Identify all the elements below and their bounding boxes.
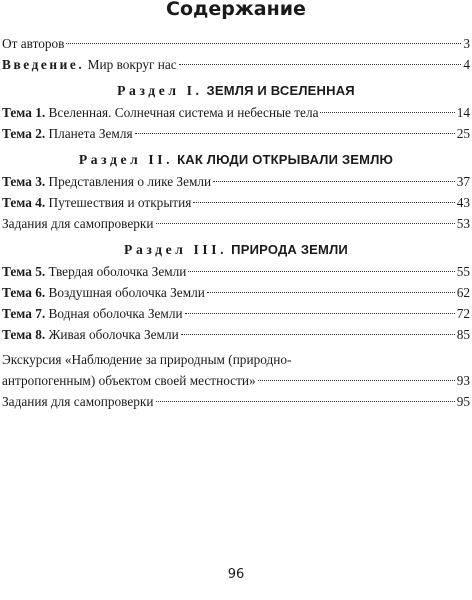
toc-entry-text: Путешествия и открытия [45,195,192,210]
toc-entry-text: Планета Земля [45,126,133,141]
section-heading-3 [2,239,470,261]
toc-entry-topic-6[interactable] [2,282,470,303]
dot-leader [185,313,455,314]
toc-entry-page: 53 [456,216,470,231]
dot-leader [181,334,455,335]
toc-entry-lead: Тема 1. [2,105,46,120]
toc-entry-text: Задания для самопроверки [2,216,154,231]
toc-entry-excursion[interactable] [2,349,470,391]
toc-entry-lead: Тема 5. [2,264,46,279]
dot-leader [258,380,455,381]
toc-entry-topic-7[interactable] [2,303,470,324]
toc-entry-text: Живая оболочка Земли [45,327,179,342]
toc-entry-self-check-1[interactable] [2,213,470,234]
toc-entry-topic-4[interactable] [2,192,470,213]
toc-entry-authors[interactable] [2,33,470,54]
toc-entry-page: 3 [463,36,470,51]
toc-entry-topic-2[interactable] [2,123,470,144]
dot-leader [320,112,454,113]
section-prefix: Раздел II. [78,152,174,167]
toc-entry-topic-1[interactable] [2,102,470,123]
toc-entry-page: 14 [456,105,470,120]
toc-entry-text: Мир вокруг нас [84,57,177,72]
toc-entry-topic-8[interactable] [2,324,470,345]
toc-entry-page: 85 [456,327,470,342]
toc-entry-text-line2: антропогенным) объектом своей местности» [2,373,256,388]
toc-entry-page: 37 [456,174,470,189]
toc-entry-page: 55 [456,264,470,279]
toc-entry-page: 25 [456,126,470,141]
section-heading-1 [2,80,470,102]
toc-entry-text: Вселенная. Солнечная система и небесные тела [45,105,319,120]
dot-leader [66,43,461,44]
toc-entry-lead: Тема 2. [2,126,46,141]
section-name: КАК ЛЮДИ ОТКРЫВАЛИ ЗЕМЛЮ [177,152,394,167]
toc-entry-page: 62 [456,285,470,300]
toc-entry-self-check-2[interactable] [2,391,470,412]
toc-entry-introduction[interactable] [2,54,470,75]
toc-entry-lead: Тема 8. [2,327,46,342]
table-of-contents [2,33,470,412]
section-prefix: Раздел III. [124,242,228,257]
dot-leader [207,292,455,293]
toc-entry-lead: Тема 7. [2,306,46,321]
toc-entry-page: 93 [456,373,470,388]
section-heading-2 [2,149,470,171]
toc-entry-text: Задания для самопроверки [2,394,154,409]
toc-entry-page: 43 [456,195,470,210]
toc-entry-page: 72 [456,306,470,321]
toc-entry-topic-3[interactable] [2,171,470,192]
section-name: ЗЕМЛЯ И ВСЕЛЕННАЯ [206,83,355,98]
dot-leader [213,181,455,182]
dot-leader [179,64,462,65]
section-name: ПРИРОДА ЗЕМЛИ [231,242,348,257]
dot-leader [156,223,455,224]
toc-entry-lead: Тема 6. [2,285,46,300]
toc-entry-text: От авторов [2,36,65,51]
toc-entry-text: Воздушная оболочка Земли [45,285,205,300]
toc-entry-text-line1: Экскурсия «Наблюдение за природным (природно- [2,352,292,367]
page-title: Содержание [166,0,306,20]
section-prefix: Раздел I. [117,83,203,98]
toc-entry-text: Твердая оболочка Земли [45,264,187,279]
toc-entry-lead: Введение. [2,57,85,72]
toc-entry-text: Водная оболочка Земли [45,306,183,321]
toc-entry-text: Представления о лике Земли [45,174,212,189]
dot-leader [135,133,455,134]
page-number: 96 [227,567,245,582]
toc-entry-lead: Тема 4. [2,195,46,210]
toc-entry-page: 95 [456,394,470,409]
dot-leader [188,271,454,272]
dot-leader [193,202,454,203]
dot-leader [156,401,455,402]
toc-entry-topic-5[interactable] [2,261,470,282]
toc-entry-page: 4 [463,57,470,72]
toc-entry-lead: Тема 3. [2,174,46,189]
